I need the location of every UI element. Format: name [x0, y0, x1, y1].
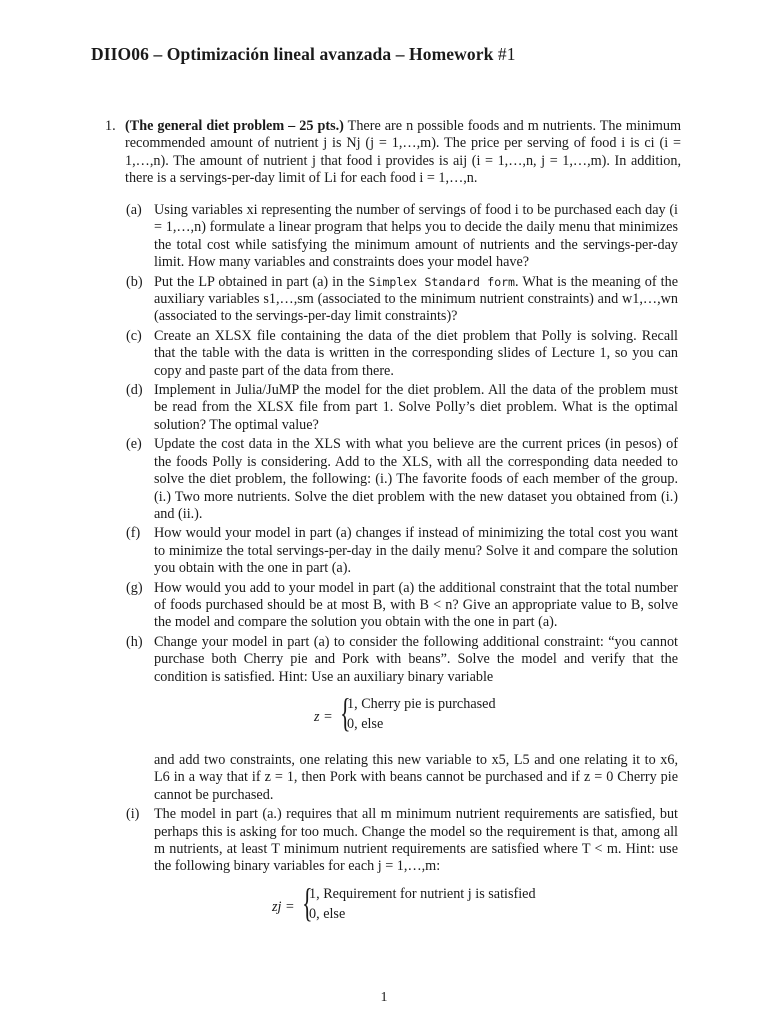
item-label: (e) [126, 436, 142, 453]
item-text: How would you add to your model in part (a) the additional constraint that the total number of foods purchased should be at most B, with B < n? Give an appropriate value to B, solve the model and compare the solution you obtain with the one in part (a). [154, 579, 678, 631]
code-text: Simplex Standard form [368, 274, 515, 289]
item-text-continued: and add two constraints, one relating this new variable to x5, L5 and one relating it to x6, L6 in a way that if z = 1, then Pork with beans cannot be purchased and if z = 0 Cherry pie cannot be purchased. [154, 751, 678, 803]
item-label: (i) [126, 806, 140, 823]
list-item [126, 382, 678, 434]
equation-zj [154, 879, 678, 932]
item-label: (d) [126, 382, 143, 399]
list-item [126, 328, 678, 380]
item-text: Implement in Julia/JuMP the model for the diet problem. All the data of the problem must be read from the XLSX file from part 1. Solve Polly’s diet problem. What is the optimal solution? The optimal value? [154, 382, 678, 433]
item-text: Update the cost data in the XLS with what you believe are the current prices (in pesos) of the foods Polly is considering. Add to the XLS, with all the corresponding data needed to solve the diet problem, the following: (i.) The favorite foods of each member of the group. (i.) Two more nutrients. Solve the diet problem with the new dataset you obtained from (i.) and (ii.). [154, 436, 678, 522]
item-label: (b) [126, 273, 143, 290]
page-number: 1 [380, 990, 388, 1005]
brace-symbol: { [340, 689, 351, 735]
equation-lhs: z = [314, 708, 333, 725]
item-text: How would your model in part (a) changes if instead of minimizing the total cost you want to minimize the total servings-per-day in the daily menu? Solve it and compare the solution you obtain with the one in part (a). [154, 525, 678, 577]
equation-z [154, 689, 678, 742]
problem-heading: (The general diet problem – 25 pts.) [125, 118, 344, 134]
homework-number: #1 [497, 44, 516, 64]
problem-text [125, 118, 681, 187]
list-item [126, 436, 678, 523]
equation-case-1: 1, Requirement for nutrient j is satisfied [309, 885, 536, 902]
item-text: Create an XLSX file containing the data of the diet problem that Polly is solving. Recall that the table with the data is written in the corresponding slides of Lecture 1, so you can copy and paste part of the data from there. [154, 327, 678, 379]
brace-symbol: { [302, 879, 313, 925]
list-item [126, 525, 678, 577]
list-item [126, 202, 678, 272]
equation-case-1: 1, Cherry pie is purchased [347, 695, 496, 712]
item-text: Using variables xi representing the number of servings of food i to be purchased each day (i = 1,…,n) formulate a linear program that helps you to decide the daily menu that minimizes the total cost while satisfying the minimum amount of nutrients and the servings-per-day limit. How many variables and constraints does your model have? [154, 202, 678, 271]
item-text: . What is the meaning of the auxiliary variables s1,…,sm (associated to the minimum nutrient constraints) and w1,…,wn (associated to the servings-per-day limit constraints)? [154, 273, 678, 325]
equation-case-2: 0, else [347, 715, 384, 732]
item-label: (c) [126, 327, 142, 344]
equation-case-2: 0, else [309, 905, 346, 922]
item-text: Change your model in part (a) to consider the following additional constraint: “you cannot purchase both Cherry pie and Pork with beans”. Solve the model and verify that the condition is satisfied. Hint: Use an auxiliary binary variable [154, 633, 678, 685]
equation-lhs: zj = [272, 898, 295, 915]
problem-statement [105, 118, 681, 187]
list-item [126, 274, 678, 326]
item-label: (f) [126, 525, 141, 542]
item-text: The model in part (a.) requires that all m minimum nutrient requirements are satisfied, but perhaps this is asking for too much. Change the model so the requirement is that, among all m nutrients, at least T minimum nutrient requirements are satisfied where T < m. Hint: use the following binary variables for each j = 1,…,m: [154, 806, 678, 875]
item-list [126, 202, 678, 942]
item-label: (g) [126, 579, 143, 596]
list-item [126, 634, 678, 804]
problem-number: 1. [105, 118, 116, 134]
item-label: (h) [126, 633, 143, 650]
problem-intro: There are n possible foods and m nutrients. The minimum recommended amount of nutrient j is Nj (j = 1,…,m). The price per serving of food i is ci (i = 1,…,n). The amount of nutrient j that food i provides is aij (i = 1,…,n, j = 1,…,m). In addition, there is a servings-per-day limit of Li for each food i = 1,…,n. [125, 118, 681, 186]
list-item [126, 806, 678, 932]
page-title: DIIO06 – Optimización lineal avanzada – Homework #1 [91, 44, 516, 64]
item-label: (a) [126, 202, 142, 218]
item-text: Put the LP obtained in part (a) in the [154, 273, 365, 290]
list-item [126, 580, 678, 632]
